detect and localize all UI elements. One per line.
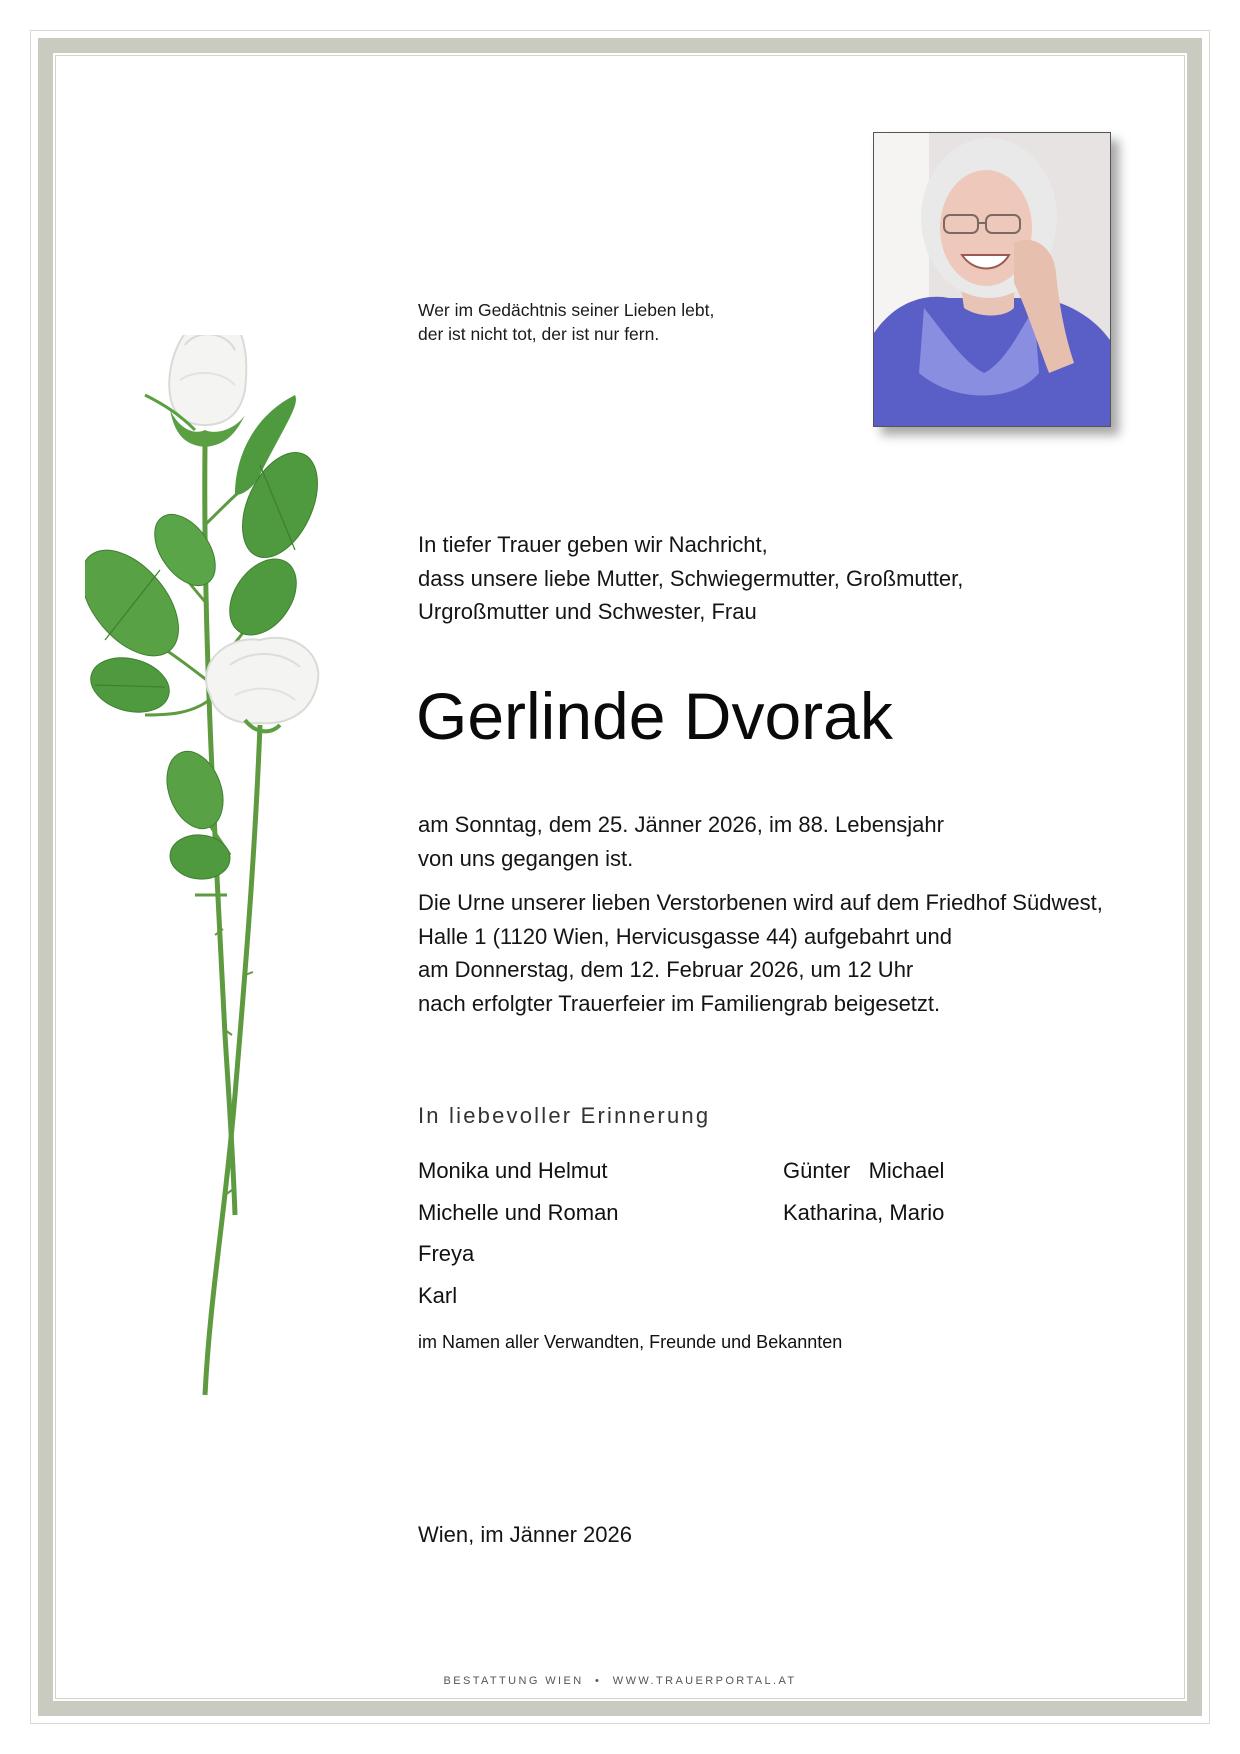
footer-credit <box>0 1675 1240 1687</box>
mourner-name: Michelle und Roman <box>418 1199 619 1225</box>
intro-line-2: dass unsere liebe Mutter, Schwiegermutter, Großmutter, <box>418 565 964 591</box>
leaf <box>157 744 233 837</box>
announcement-intro <box>418 528 963 629</box>
mourner-name: Karl <box>418 1282 458 1308</box>
deceased-name: Gerlinde Dvorak <box>416 679 893 753</box>
mourners-left-column <box>418 1150 619 1316</box>
place-and-date: Wien, im Jänner 2026 <box>418 1522 632 1547</box>
footer-company: BESTATTUNG WIEN <box>443 1675 584 1687</box>
intro-line-1: In tiefer Trauer geben wir Nachricht, <box>418 532 768 557</box>
mourner-name: Katharina, Mario <box>783 1199 945 1225</box>
mourner-name: Günter Michael <box>783 1158 945 1183</box>
passing-line-1: am Sonntag, dem 25. Jänner 2026, im 88. Lebensjahr <box>418 812 944 837</box>
ceremony-line-3: am Donnerstag, dem 12. Februar 2026, um 12 Uhr <box>418 957 914 982</box>
ceremony-line-2: Halle 1 (1120 Wien, Hervicusgasse 44) aufgebahrt und <box>418 923 953 949</box>
leaf <box>168 832 232 881</box>
ceremony-line-1: Die Urne unserer lieben Verstorbenen wird auf dem Friedhof Südwest, <box>418 890 1103 915</box>
footer-website-link[interactable]: WWW.TRAUERPORTAL.AT <box>612 1675 797 1687</box>
quote-line-2: der ist nicht tot, der ist nur fern. <box>418 324 660 344</box>
remembrance-heading: In liebevoller Erinnerung <box>418 1103 711 1128</box>
mourner-name: Freya <box>418 1241 475 1266</box>
announcement-body <box>418 808 1103 1020</box>
memorial-quote <box>418 298 714 346</box>
footer-separator: • <box>595 1675 602 1687</box>
quote-line-1: Wer im Gedächtnis seiner Lieben lebt, <box>418 300 715 320</box>
white-rose-illustration <box>85 335 365 1410</box>
mourners-right-column <box>783 1150 944 1233</box>
mourner-name: Monika und Helmut <box>418 1158 608 1183</box>
passing-line-2: von uns gegangen ist. <box>418 845 634 871</box>
leaf <box>216 547 310 648</box>
behalf-note: im Namen aller Verwandten, Freunde und Bekannten <box>418 1332 843 1352</box>
ceremony-line-4: nach erfolgter Trauerfeier im Familiengrab beigesetzt. <box>418 990 941 1016</box>
intro-line-3: Urgroßmutter und Schwester, Frau <box>418 599 757 624</box>
portrait-photo <box>873 132 1111 427</box>
